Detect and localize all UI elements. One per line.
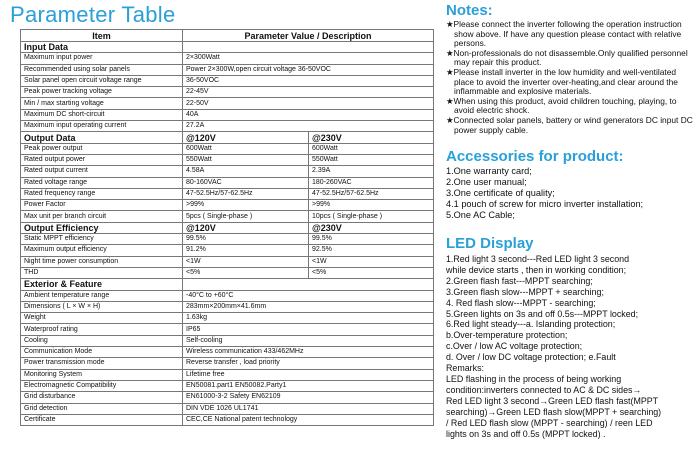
row-label: Rated output current bbox=[21, 166, 183, 177]
section-heading: Output Efficiency bbox=[21, 222, 183, 233]
row-value-120v: 99.5% bbox=[183, 234, 309, 245]
row-value: 283mm×200mm×41.6mm bbox=[183, 301, 434, 312]
led-line: 4. Red flash slow---MPPT - searching; bbox=[446, 297, 596, 308]
row-value: IP65 bbox=[183, 324, 434, 335]
row-value-120v: 91.2% bbox=[183, 245, 309, 256]
note-item: ★Connected solar panels, battery or wind generators DC input DC power supply cable. bbox=[446, 114, 693, 135]
row-value-230v: <5% bbox=[309, 267, 434, 278]
row-label: Maximum DC short-circuit bbox=[21, 109, 183, 120]
row-value: 2×300Watt bbox=[183, 53, 434, 64]
table-section-row bbox=[21, 42, 434, 53]
row-label: Communication Mode bbox=[21, 347, 183, 358]
table-row bbox=[21, 380, 434, 391]
table-row bbox=[21, 53, 434, 64]
table-row bbox=[21, 75, 434, 86]
table-row bbox=[21, 166, 434, 177]
led-line: 5.Green lights on 3s and off 0.5s---MPPT locked; bbox=[446, 308, 639, 319]
led-line: d. Over / low DC voltage protection; e.Fault bbox=[446, 352, 616, 363]
table-row bbox=[21, 267, 434, 278]
row-value: EN50081.part1 EN50082.Party1 bbox=[183, 380, 434, 391]
table-row bbox=[21, 369, 434, 380]
note-item: ★Please install inverter in the low humidity and well-ventilated place to avoid the inverter over-heating,and clear around the inflammable and explosive materials. bbox=[446, 66, 678, 97]
row-label: Maximum output efficiency bbox=[21, 245, 183, 256]
led-line: Remarks: bbox=[446, 363, 484, 374]
row-value: Power 2×300W,open circuit voltage 36-50VOC bbox=[183, 64, 434, 75]
table-row bbox=[21, 358, 434, 369]
row-label: Grid detection bbox=[21, 403, 183, 414]
row-value: Self-cooling bbox=[183, 335, 434, 346]
row-label: Peak power output bbox=[21, 143, 183, 154]
row-value-120v: @120V bbox=[183, 132, 309, 143]
accessory-item: 1.One warranty card; bbox=[446, 166, 532, 176]
accessory-item: 2.One user manual; bbox=[446, 177, 527, 187]
led-line: 1.Red light 3 second---Red LED light 3 second bbox=[446, 254, 630, 264]
led-line: Red LED light 3 second→Green LED flash fast(MPPT bbox=[446, 395, 659, 406]
table-section-row bbox=[21, 222, 434, 233]
table-row bbox=[21, 109, 434, 120]
row-value-120v: >99% bbox=[183, 200, 309, 211]
row-label: THD bbox=[21, 267, 183, 278]
led-line: 6.Red light steady---a. Islanding protection; bbox=[446, 319, 616, 330]
row-label: Waterproof rating bbox=[21, 324, 183, 335]
led-display-text bbox=[446, 254, 698, 439]
led-line: while device starts , then in working condition; bbox=[446, 264, 627, 275]
table-row bbox=[21, 414, 434, 425]
notes-title: Notes: bbox=[446, 2, 493, 19]
accessory-item: 3.One certificate of quality; bbox=[446, 188, 555, 198]
table-row bbox=[21, 143, 434, 154]
row-label: Night time power consumption bbox=[21, 256, 183, 267]
table-section-row bbox=[21, 279, 434, 290]
section-spacer bbox=[183, 42, 434, 53]
table-row bbox=[21, 154, 434, 165]
accessory-item: 4.1 pouch of screw for micro inverter installation; bbox=[446, 199, 644, 209]
row-value-120v: 5pcs ( Single-phase ) bbox=[183, 211, 309, 222]
row-value: 22-50V bbox=[183, 98, 434, 109]
led-display-title: LED Display bbox=[446, 235, 534, 252]
table-row bbox=[21, 87, 434, 98]
section-spacer bbox=[183, 279, 434, 290]
row-label: Min / max starting voltage bbox=[21, 98, 183, 109]
parameter-table bbox=[20, 29, 434, 426]
row-value-120v: 600Watt bbox=[183, 143, 309, 154]
row-value: 40A bbox=[183, 109, 434, 120]
row-value-120v: <5% bbox=[183, 267, 309, 278]
table-row bbox=[21, 324, 434, 335]
row-value-120v: 47-52.5Hz/57-62.5Hz bbox=[183, 188, 309, 199]
row-label: Ambient temperature range bbox=[21, 290, 183, 301]
accessories-title: Accessories for product: bbox=[446, 148, 624, 165]
table-row bbox=[21, 98, 434, 109]
row-value: CEC,CE National patent technology bbox=[183, 414, 434, 425]
table-row bbox=[21, 403, 434, 414]
row-value-230v: 550Watt bbox=[309, 154, 434, 165]
row-label: Cooling bbox=[21, 335, 183, 346]
row-value: EN61000-3-2 Safety EN62109 bbox=[183, 392, 434, 403]
table-row bbox=[21, 313, 434, 324]
row-value-230v: 180-260VAC bbox=[309, 177, 434, 188]
table-row bbox=[21, 234, 434, 245]
table-body bbox=[21, 42, 434, 426]
row-value-230v: 99.5% bbox=[309, 234, 434, 245]
led-line: 3.Green flash slow---MPPT + searching; bbox=[446, 286, 604, 297]
accessories-list bbox=[446, 166, 698, 221]
row-value: 22-45V bbox=[183, 87, 434, 98]
table-row bbox=[21, 177, 434, 188]
row-value: DIN VDE 1026 UL1741 bbox=[183, 403, 434, 414]
table-row bbox=[21, 188, 434, 199]
table-header-row bbox=[21, 30, 434, 42]
row-label: Static MPPT efficiency bbox=[21, 234, 183, 245]
row-label: Maximum input operating current bbox=[21, 121, 183, 132]
table-row bbox=[21, 347, 434, 358]
row-label: Peak power tracking voltage bbox=[21, 87, 183, 98]
table-row bbox=[21, 392, 434, 403]
table-section-row bbox=[21, 132, 434, 143]
row-label: Maximum input power bbox=[21, 53, 183, 64]
row-value: Reverse transfer , load priority bbox=[183, 358, 434, 369]
row-value-230v: 600Watt bbox=[309, 143, 434, 154]
row-label: Dimensions ( L × W × H) bbox=[21, 301, 183, 312]
table-row bbox=[21, 290, 434, 301]
row-value-230v: @230V bbox=[309, 132, 434, 143]
table-row bbox=[21, 245, 434, 256]
led-line: condition:inverters connected to AC & DC sides→ bbox=[446, 384, 642, 395]
row-label: Rated frequency range bbox=[21, 188, 183, 199]
notes-list bbox=[446, 20, 698, 135]
row-label: Weight bbox=[21, 313, 183, 324]
row-value: 36-50VOC bbox=[183, 75, 434, 86]
accessory-item: 5.One AC Cable; bbox=[446, 210, 515, 220]
table-row bbox=[21, 200, 434, 211]
row-value-120v: 550Watt bbox=[183, 154, 309, 165]
led-line: LED flashing in the process of being working bbox=[446, 373, 622, 384]
row-label: Rated voltage range bbox=[21, 177, 183, 188]
row-value-230v: 47-52.5Hz/57-62.5Hz bbox=[309, 188, 434, 199]
row-label: Recommended using solar panels bbox=[21, 64, 183, 75]
row-value: Wireless communication 433/462MHz bbox=[183, 347, 434, 358]
note-item: ★Non-professionals do not disassemble.Only qualified personnel may repair this product. bbox=[446, 47, 688, 68]
row-value-230v: <1W bbox=[309, 256, 434, 267]
row-value: Lifetime free bbox=[183, 369, 434, 380]
row-label: Grid disturbance bbox=[21, 392, 183, 403]
row-label: Max unit per branch circuit bbox=[21, 211, 183, 222]
row-label: Certificate bbox=[21, 414, 183, 425]
row-value-230v: 2.39A bbox=[309, 166, 434, 177]
note-item: ★Please connect the inverter following the operation instruction show above. If have any question please contact with relative persons. bbox=[446, 19, 682, 49]
row-value: -40°C to +60°C bbox=[183, 290, 434, 301]
table-row bbox=[21, 64, 434, 75]
row-label: Monitoring System bbox=[21, 369, 183, 380]
led-line: 2.Green flash fast---MPPT searching; bbox=[446, 275, 593, 286]
row-value: 1.63kg bbox=[183, 313, 434, 324]
table-row bbox=[21, 211, 434, 222]
page-title: Parameter Table bbox=[10, 2, 176, 27]
row-value-120v: <1W bbox=[183, 256, 309, 267]
row-value-230v: >99% bbox=[309, 200, 434, 211]
row-value-120v: 80-160VAC bbox=[183, 177, 309, 188]
header-value: Parameter Value / Description bbox=[183, 30, 434, 42]
row-label: Power transmission mode bbox=[21, 358, 183, 369]
section-heading: Output Data bbox=[21, 132, 183, 143]
note-item: ★When using this product, avoid children touching, playing, to avoid electric shock. bbox=[446, 95, 677, 116]
led-line: searching)→Green LED flash slow(MPPT + searching) bbox=[446, 406, 662, 417]
section-heading: Input Data bbox=[21, 42, 183, 53]
row-value-230v: 92.5% bbox=[309, 245, 434, 256]
table-row bbox=[21, 256, 434, 267]
table-row bbox=[21, 335, 434, 346]
row-value-120v: @120V bbox=[183, 222, 309, 233]
table-row bbox=[21, 121, 434, 132]
row-value: 27.2A bbox=[183, 121, 434, 132]
row-value-230v: 10pcs ( Single-phase ) bbox=[309, 211, 434, 222]
led-line: lights on 3s and off 0.5s (MPPT locked) . bbox=[446, 428, 606, 439]
row-value-230v: @230V bbox=[309, 222, 434, 233]
row-label: Solar panel open circuit voltage range bbox=[21, 75, 183, 86]
section-heading: Exterior & Feature bbox=[21, 279, 183, 290]
table-row bbox=[21, 301, 434, 312]
row-label: Rated output power bbox=[21, 154, 183, 165]
row-label: Electromagnetic Compatibility bbox=[21, 380, 183, 391]
led-line: b.Over-temperature protection; bbox=[446, 330, 568, 341]
led-line: / Red LED flash slow (MPPT - searching) / reen LED bbox=[446, 417, 653, 428]
header-item: Item bbox=[21, 30, 183, 42]
led-line: c.Over / low AC voltage protection; bbox=[446, 341, 583, 352]
row-value-120v: 4.58A bbox=[183, 166, 309, 177]
row-label: Power Factor bbox=[21, 200, 183, 211]
